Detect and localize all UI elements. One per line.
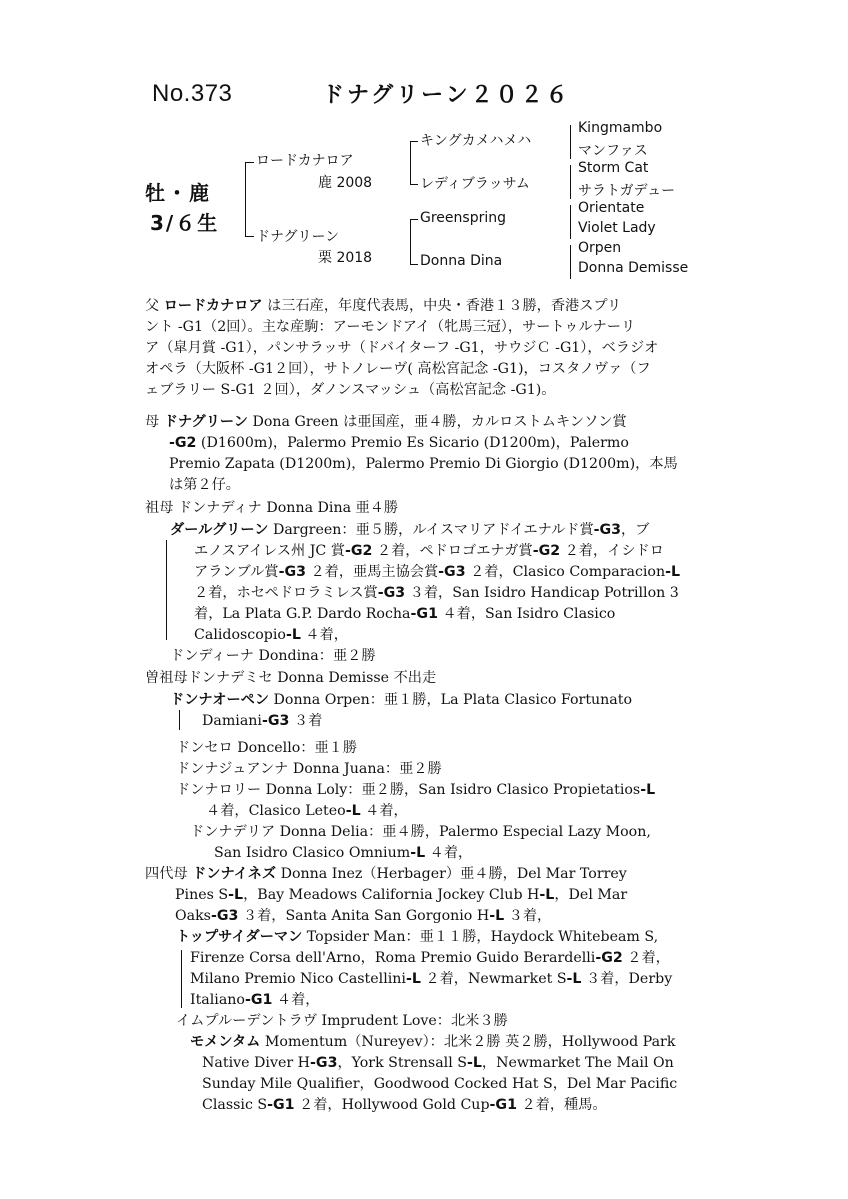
pedigree-sire-info: 鹿 2008 — [318, 175, 373, 191]
text: ２着，イシドロ — [560, 543, 664, 559]
sire-line: ェブラリー S-G1 ２回），ダノンスマッシュ（高松宮記念 -G1)。 — [145, 382, 556, 398]
pedigree-dam-sire: Greenspring — [420, 210, 506, 226]
orpen-entry — [170, 690, 632, 732]
text: ２着， — [622, 950, 670, 966]
pedigree-gen3-3: Storm Cat — [578, 160, 649, 176]
dargreen-line — [170, 520, 680, 541]
pedigree-sire: ロードカナロア — [256, 153, 354, 169]
horse-name: ドンナオーペン — [170, 692, 270, 708]
text: エノスアイレス州 JC 賞 — [194, 543, 345, 559]
text: ３着， — [504, 908, 552, 924]
grade-mark: -G3 — [310, 1055, 338, 1071]
text: ２着，亜馬主協会賞 — [305, 564, 439, 580]
indent-bar — [181, 950, 182, 1008]
grade-mark: -G3 — [377, 585, 406, 601]
momentum-entry — [190, 1032, 677, 1116]
text: (D1600m)，Palermo Premio Es Sicario (D1200m)，Palermo — [196, 435, 629, 451]
topsider-entry — [176, 927, 672, 1011]
doncello-entry: ドンセロ Doncello：亜１勝 — [176, 740, 358, 756]
text: ，Bay Meadows California Jockey Club H — [243, 887, 540, 903]
text: Topsider Man：亜１１勝，Haydock Whitebeam S, — [302, 929, 659, 945]
text: ，Del Mar — [554, 887, 628, 903]
momentum-line — [190, 1032, 677, 1053]
pedigree-bracket-dam — [245, 198, 254, 237]
grade-mark: -L — [466, 1055, 482, 1071]
delia-line: ドンナデリア Donna Delia：亜４勝，Palermo Especial Lazy Moon, — [190, 824, 651, 840]
text: Dargreen：亜５勝，ルイスマリアドイエナルド賞 — [268, 522, 594, 538]
text: Milano Premio Nico Castellini — [190, 971, 406, 987]
pedigree-gen3-8: Donna Demisse — [578, 260, 689, 276]
momentum-line: Sunday Mile Qualifier，Goodwood Cocked Hat S，Del Mar Pacific — [202, 1076, 678, 1092]
grade-mark: -G2 — [532, 543, 561, 559]
juana-entry: ドンナジュアンナ Donna Juana：亜２勝 — [176, 761, 442, 777]
dargreen-line — [170, 604, 680, 625]
sire-name: ロードカナロア — [163, 298, 263, 314]
text: Oaks — [175, 908, 211, 924]
text: Firenze Corsa dell'Arno，Roma Premio Guido Berardelli — [190, 950, 596, 966]
horse-name: モメンタム — [190, 1034, 261, 1050]
dam-line — [145, 412, 678, 433]
grade-mark: -G3 — [593, 522, 622, 538]
text: ドンナロリー Donna Loly：亜２勝，San Isidro Clasico Propietatios — [176, 782, 641, 798]
dam-line: は第２仔。 — [169, 477, 240, 493]
text: ２着，Clasico Comparacion — [465, 564, 666, 580]
text: ３着，Derby — [581, 971, 673, 987]
text: ２着，ペドロゴエナガ賞 — [372, 543, 533, 559]
grade-mark: -G1 — [244, 992, 273, 1008]
pedigree-bracket-gen3-d — [570, 245, 571, 279]
orpen-line — [170, 711, 632, 732]
pedigree-sire-dam: レディブラッサム — [420, 176, 530, 192]
text: ２着，種馬。 — [516, 1097, 607, 1113]
granddam-heading: 祖母 ドンナディナ Donna Dina 亜４勝 — [145, 500, 399, 516]
text: Calidoscopio — [194, 627, 286, 643]
grade-mark: -L — [410, 845, 426, 861]
sire-line — [145, 296, 658, 317]
pedigree-bracket-gen3-a — [570, 125, 571, 159]
text: ３着 — [289, 713, 323, 729]
grade-mark: -G3 — [438, 564, 466, 580]
delia-entry — [190, 822, 651, 864]
text: Damiani — [202, 713, 262, 729]
delia-line — [190, 843, 651, 864]
grade-mark: -L — [228, 887, 244, 903]
grade-mark: -G2 — [595, 950, 623, 966]
sire-line: ント -G1（2回）。主な産駒：アーモンドアイ（牝馬三冠），サートゥルナーリ — [145, 319, 636, 335]
sire-line: ア（皐月賞 -G1），パンサラッサ（ドバイターフ -G1，サウジＣ -G1），ベラジオ — [145, 340, 659, 356]
loly-line — [176, 801, 655, 822]
text: ２着，Hollywood Gold Cup — [294, 1097, 490, 1113]
text: 父 — [145, 298, 164, 314]
third-dam-heading: 曽祖母ドンナデミセ Donna Demisse 不出走 — [145, 670, 437, 686]
grade-mark: -G3 — [278, 564, 306, 580]
pedigree-bracket-gen3-c — [570, 205, 571, 239]
grade-mark: -L — [345, 803, 361, 819]
text: アランブル賞 — [194, 564, 279, 580]
momentum-line — [190, 1053, 677, 1074]
horse-name: トップサイダーマン — [176, 929, 303, 945]
dargreen-line — [170, 541, 680, 562]
grade-mark: -G3 — [210, 908, 239, 924]
text: ，Newmarket The Mail On — [481, 1055, 674, 1071]
topsider-line — [176, 969, 672, 990]
text: Italiano — [190, 992, 245, 1008]
sire-line: オペラ（大阪杯 -G1２回），サトノレーヴ( 高松宮記念 -G1)，コスタノヴァ（フ — [145, 361, 651, 377]
fourth-dam-line — [145, 864, 627, 885]
pedigree-sire-sire: キングカメハメハ — [420, 133, 532, 149]
text: Dona Green は亜国産，亜４勝，カルロストムキンソン賞 — [247, 414, 627, 430]
grade-mark: -L — [539, 887, 555, 903]
text: 母 — [145, 414, 164, 430]
grade-mark: -G1 — [489, 1097, 517, 1113]
grade-mark: -L — [285, 627, 301, 643]
dargreen-entry — [170, 520, 680, 646]
text: Classic S — [202, 1097, 268, 1113]
text: Donna Orpen：亜１勝，La Plata Clasico Fortunato — [269, 692, 633, 708]
grade-mark: -L — [640, 782, 656, 798]
topsider-line — [176, 927, 672, 948]
pedigree-gen3-4: サラトガデュー — [578, 183, 676, 199]
pedigree-dam-dam: Donna Dina — [420, 253, 503, 269]
text: ４着， — [300, 627, 348, 643]
pedigree-dam-info: 栗 2018 — [318, 250, 373, 266]
dargreen-line — [170, 583, 680, 604]
text: ４着，Clasico Leteo — [206, 803, 346, 819]
grade-mark: -L — [489, 908, 505, 924]
pedigree-gen3-1: Kingmambo — [578, 120, 663, 136]
grade-mark: -G3 — [261, 713, 290, 729]
pedigree-bracket-sire — [245, 162, 254, 199]
text: 四代母 — [145, 866, 193, 882]
horse-name: ダールグリーン — [170, 522, 269, 538]
dondina-entry: ドンディーナ Dondina：亜２勝 — [170, 648, 376, 664]
grade-mark: -L — [665, 564, 681, 580]
pedigree-gen3-6: Violet Lady — [578, 220, 656, 236]
text: ３着，San Isidro Handicap Potrillon 3 — [405, 585, 679, 601]
pedigree-bracket-gen2-sire — [410, 141, 418, 185]
pedigree-gen3-5: Orientate — [578, 200, 645, 216]
horse-name-title: ドナグリーン２０２６ — [322, 83, 571, 108]
text: ，ブ — [621, 522, 650, 538]
grade-mark: -G1 — [410, 606, 438, 622]
pedigree-gen3-2: マンファス — [578, 143, 648, 159]
dam-name: ドナグリーン — [163, 414, 248, 430]
lot-number: No.373 — [152, 80, 233, 107]
text: Pines S — [175, 887, 229, 903]
indent-bar — [179, 710, 180, 730]
text: 着，La Plata G.P. Dardo Rocha — [194, 606, 411, 622]
indent-bar — [166, 540, 167, 640]
orpen-line — [170, 690, 632, 711]
grade-mark: -G1 — [267, 1097, 295, 1113]
loly-line — [176, 780, 655, 801]
imprudent-entry: イムプルーデントラヴ Imprudent Love：北米３勝 — [176, 1013, 508, 1029]
fourth-dam-line — [145, 906, 627, 927]
birth-date-label: 3/６生 — [150, 211, 220, 235]
fourth-dam-line — [145, 885, 627, 906]
grade-mark: -G2 — [344, 543, 373, 559]
text: Momentum（Nureyev）：北米２勝 英２勝，Hollywood Park — [260, 1034, 676, 1050]
dargreen-line — [170, 562, 680, 583]
topsider-line — [176, 948, 672, 969]
dam-line — [145, 433, 678, 454]
text: Donna Inez（Herbager）亜４勝，Del Mar Torrey — [276, 866, 627, 882]
text: ３着，Santa Anita San Gorgonio H — [238, 908, 490, 924]
text: Native Diver H — [202, 1055, 311, 1071]
dargreen-line — [170, 625, 680, 646]
momentum-line — [190, 1095, 677, 1116]
text: ４着， — [425, 845, 473, 861]
sex-color-label: 牡・鹿 — [145, 181, 211, 205]
grade-mark: -L — [566, 971, 582, 987]
grade-mark: -G2 — [169, 435, 197, 451]
text: ，York Strensall S — [337, 1055, 467, 1071]
text: ４着，San Isidro Clasico — [437, 606, 616, 622]
topsider-line — [176, 990, 672, 1011]
loly-entry — [176, 780, 655, 822]
pedigree-dam: ドナグリーン — [256, 229, 340, 245]
fourth-dam-entry — [145, 864, 627, 927]
dam-paragraph — [145, 412, 678, 496]
text: San Isidro Clasico Omnium — [214, 845, 411, 861]
text: ４着， — [360, 803, 408, 819]
text: ２着，Newmarket S — [420, 971, 567, 987]
pedigree-gen3-7: Orpen — [578, 240, 622, 256]
text: は三石産，年度代表馬，中央・香港１３勝，香港スプリ — [262, 298, 622, 314]
pedigree-bracket-gen2-dam — [410, 219, 418, 265]
pedigree-bracket-gen3-b — [570, 165, 571, 199]
text: ２着，ホセペドロラミレス賞 — [194, 585, 378, 601]
grade-mark: -L — [405, 971, 421, 987]
sire-paragraph — [145, 296, 658, 401]
text: ４着， — [272, 992, 320, 1008]
dam-line: Premio Zapata (D1200m)，Palermo Premio Di Giorgio (D1200m)，本馬 — [169, 456, 678, 472]
horse-name: ドンナイネズ — [192, 866, 277, 882]
